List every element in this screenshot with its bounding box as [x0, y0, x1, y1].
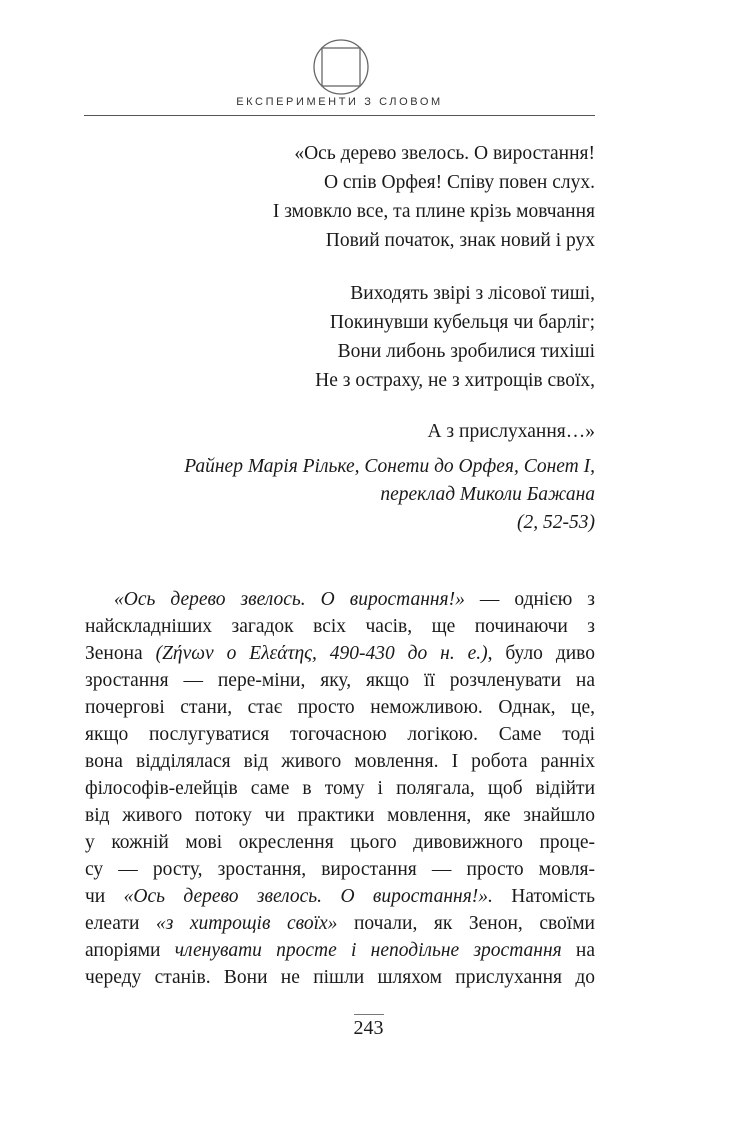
- italic-emphasis: членувати просте і неподільне зростання: [174, 940, 562, 961]
- paragraph-line: «Ось дерево звелось. О виростання!» — однією з: [114, 589, 596, 610]
- epigraph-attribution: [184, 453, 595, 537]
- poem-line: Виходять звірі з лісової тиші,: [350, 283, 595, 304]
- running-head: ЕКСПЕРИМЕНТИ З СЛОВОМ: [236, 96, 443, 108]
- attribution-line: Райнер Марія Рільке, Сонети до Орфея, Сонет І,: [184, 456, 595, 477]
- paragraph-line: найскладніших загадок всіх часів, ще починаючи з: [85, 616, 595, 637]
- attribution-line: переклад Миколи Бажана: [380, 484, 595, 505]
- poem-line: Покинувши кубельця чи барліг;: [329, 312, 595, 333]
- paragraph-line: якщо послугуватися тогочасною логікою. Саме тоді: [85, 724, 595, 745]
- poem-last-line: А з прислухання…»: [427, 421, 595, 442]
- italic-quote: «з хитрощів своїх»: [155, 913, 338, 934]
- paragraph-line: апоріями членувати просте і неподільне зростання на: [85, 940, 596, 961]
- poem-stanza-2: [273, 279, 595, 395]
- italic-reference: (Ζήνων ο Ελεάτης, 490-430 до н. е.): [155, 643, 488, 664]
- paragraph-line: вона відділялася від живого мовлення. І робота ранніх: [85, 751, 595, 772]
- paragraph-line: від живого потоку чи практики мовлення, яке знайшло: [85, 805, 595, 826]
- poem-line: Повий початок, знак новий і рух: [325, 230, 595, 251]
- paragraph-line: філософів-елейців саме в тому і полягала, щоб відійти: [85, 778, 595, 799]
- paragraph-line: чи «Ось дерево звелось. О виростання!». Натомість: [85, 886, 595, 907]
- italic-quote: «Ось дерево звелось. О виростання!».: [123, 886, 493, 907]
- epigraph-poem: [273, 139, 595, 446]
- poem-line: Не з остраху, не з хитрощів своїх,: [315, 370, 595, 391]
- poem-line: Вони либонь зробилися тихіші: [337, 341, 595, 362]
- poem-line: І змовкло все, та плине крізь мовчання: [272, 201, 595, 222]
- body-paragraph: [85, 586, 595, 991]
- paragraph-line: Зенона (Ζήνων ο Ελεάτης, 490-430 до н. е.), було диво: [85, 643, 595, 664]
- page-number: 243: [0, 1014, 737, 1040]
- paragraph-line: почергові стани, стає просто неможливою. Однак, це,: [85, 697, 595, 718]
- circle-square-emblem-icon: [312, 38, 370, 96]
- italic-quote: «Ось дерево звелось. О виростання!»: [114, 589, 465, 610]
- poem-line: О спів Орфея! Співу повен слух.: [323, 172, 595, 193]
- paragraph-line: елеати «з хитрощів своїх» почали, як Зенон, своїми: [85, 913, 595, 934]
- poem-stanza-1: [273, 139, 595, 255]
- poem-line: «Ось дерево звелось. О виростання!: [294, 143, 595, 164]
- paragraph-line: у кожній мові окреслення цього дивовижного проце-: [85, 832, 595, 853]
- paragraph-line: череду станів. Вони не пішли шляхом прислухання до: [85, 967, 595, 988]
- paragraph-line: зростання — пере-міни, яку, якщо її розчленувати на: [85, 670, 595, 691]
- header-rule: [84, 115, 595, 116]
- paragraph-line: су — росту, зростання, виростання — просто мовля-: [85, 859, 595, 880]
- attribution-line: (2, 52-53): [517, 512, 595, 533]
